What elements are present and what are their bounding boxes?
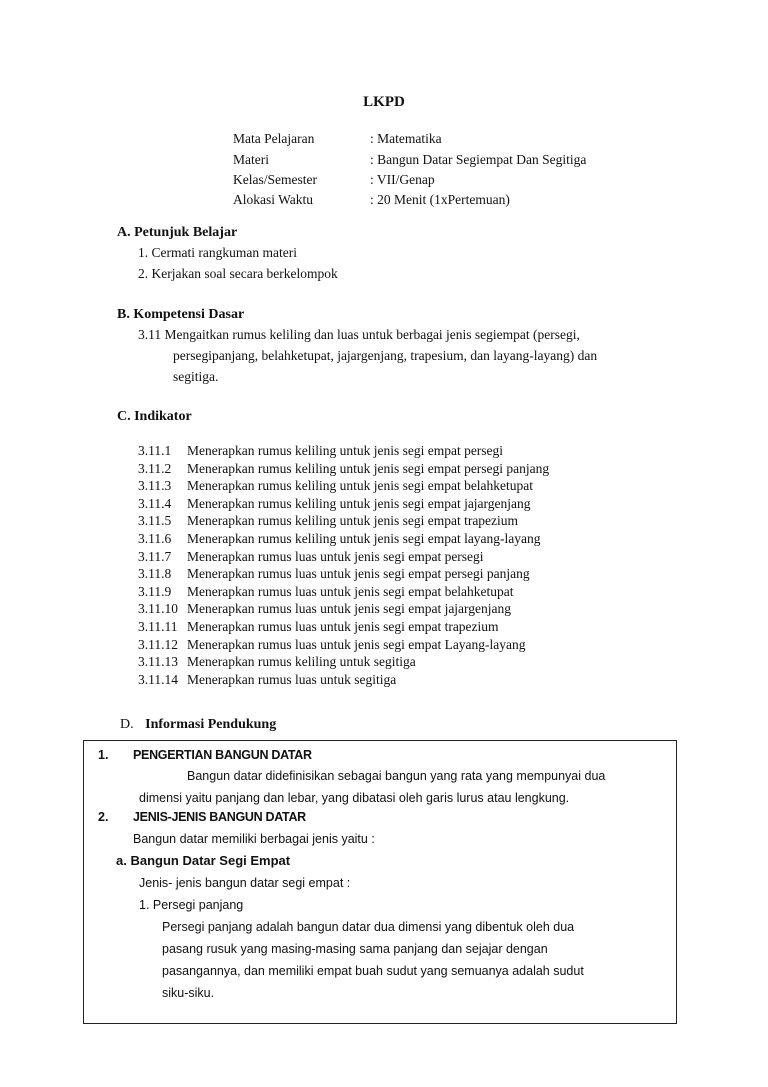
section-d-heading <box>120 717 276 733</box>
paragraph-line: dimensi yaitu panjang dan lebar, yang dibatasi oleh garis lurus atau lengkung. <box>139 791 570 805</box>
paragraph-line: siku-siku. <box>162 986 215 1000</box>
indicator-number: 3.11.13 <box>138 654 178 670</box>
meta-label: Materi <box>233 152 269 167</box>
section-b-heading: B. Kompetensi Dasar <box>117 307 245 322</box>
indicator-text: Menerapkan rumus luas untuk jenis segi empat persegi panjang <box>187 566 530 582</box>
section-c-heading: C. Indikator <box>117 409 192 424</box>
paragraph-line: pasangannya, dan memiliki empat buah sudut yang semuanya adalah sudut <box>162 964 584 978</box>
meta-value: : VII/Genap <box>370 172 435 187</box>
meta-value: : Matematika <box>370 131 442 146</box>
indicator-text: Menerapkan rumus keliling untuk segitiga <box>187 654 416 670</box>
paragraph-line: Bangun datar didefinisikan sebagai bangun yang rata yang mempunyai dua <box>187 769 606 783</box>
indicator-number: 3.11.4 <box>138 495 172 511</box>
item-title: JENIS-JENIS BANGUN DATAR <box>133 810 306 824</box>
meta-value: : 20 Menit (1xPertemuan) <box>370 192 510 207</box>
indicator-number: 3.11.10 <box>138 601 178 617</box>
paragraph-line: Bangun datar memiliki berbagai jenis yaitu : <box>133 832 375 846</box>
indicator-text: Menerapkan rumus luas untuk jenis segi empat trapezium <box>187 619 499 634</box>
indicator-number: 3.11.2 <box>138 460 172 476</box>
meta-label: Alokasi Waktu <box>233 192 314 207</box>
indicator-text: Menerapkan rumus luas untuk jenis segi empat Layang-layang <box>187 636 526 652</box>
list-item: 2. Kerjakan soal secara berkelompok <box>138 266 338 281</box>
indicator-text: Menerapkan rumus luas untuk jenis segi empat jajargenjang <box>187 601 512 617</box>
indicator-text: Menerapkan rumus luas untuk jenis segi empat belahketupat <box>187 583 514 599</box>
paragraph-line: Jenis- jenis bangun datar segi empat : <box>139 876 351 890</box>
indicator-text: Menerapkan rumus keliling untuk jenis segi empat layang-layang <box>187 531 541 546</box>
item-title: PENGERTIAN BANGUN DATAR <box>133 748 312 762</box>
indicator-number: 3.11.7 <box>138 548 172 564</box>
indicator-text: Menerapkan rumus keliling untuk jenis segi empat persegi panjang <box>187 460 550 476</box>
kd-line: segitiga. <box>173 369 219 384</box>
kd-line: 3.11 Mengaitkan rumus keliling dan luas untuk berbagai jenis segiempat (persegi, <box>138 327 580 342</box>
indicator-number: 3.11.11 <box>138 619 178 634</box>
section-a-heading: A. Petunjuk Belajar <box>117 225 238 240</box>
section-d-title: Informasi Pendukung <box>145 717 277 732</box>
indicator-number: 3.11.6 <box>138 531 172 546</box>
sub-item: 1. Persegi panjang <box>139 898 244 912</box>
meta-label: Kelas/Semester <box>233 172 317 187</box>
indicator-text: Menerapkan rumus keliling untuk jenis segi empat belahketupat <box>187 478 534 494</box>
paragraph-line: pasang rusuk yang masing-masing sama panjang dan sejajar dengan <box>162 942 548 956</box>
indicator-text: Menerapkan rumus keliling untuk jenis segi empat persegi <box>187 443 504 458</box>
sub-heading: a. Bangun Datar Segi Empat <box>116 853 291 868</box>
indicator-text: Menerapkan rumus keliling untuk jenis segi empat trapezium <box>187 513 519 529</box>
kd-line: persegipanjang, belahketupat, jajargenjang, trapesium, dan layang-layang) dan <box>173 348 598 363</box>
meta-label: Mata Pelajaran <box>233 131 315 146</box>
indicator-number: 3.11.3 <box>138 478 172 494</box>
info-box <box>83 740 677 1024</box>
indicator-number: 3.11.12 <box>138 636 178 652</box>
indicator-number: 3.11.9 <box>138 583 172 599</box>
list-item: 1. Cermati rangkuman materi <box>138 245 297 260</box>
indicator-text: Menerapkan rumus keliling untuk jenis segi empat jajargenjang <box>187 495 531 511</box>
indicator-number: 3.11.1 <box>138 443 172 458</box>
item-number: 1. <box>98 748 109 762</box>
indicator-number: 3.11.5 <box>138 513 172 529</box>
indicator-number: 3.11.8 <box>138 566 172 582</box>
indicator-text: Menerapkan rumus luas untuk jenis segi empat persegi <box>187 548 484 564</box>
section-d-letter: D. <box>120 717 134 732</box>
indicator-text: Menerapkan rumus luas untuk segitiga <box>187 671 397 687</box>
indicator-number: 3.11.14 <box>138 671 178 687</box>
paragraph-line: Persegi panjang adalah bangun datar dua dimensi yang dibentuk oleh dua <box>162 920 575 934</box>
item-number: 2. <box>98 810 109 824</box>
meta-value: : Bangun Datar Segiempat Dan Segitiga <box>370 152 587 167</box>
page-title: LKPD <box>363 94 405 110</box>
